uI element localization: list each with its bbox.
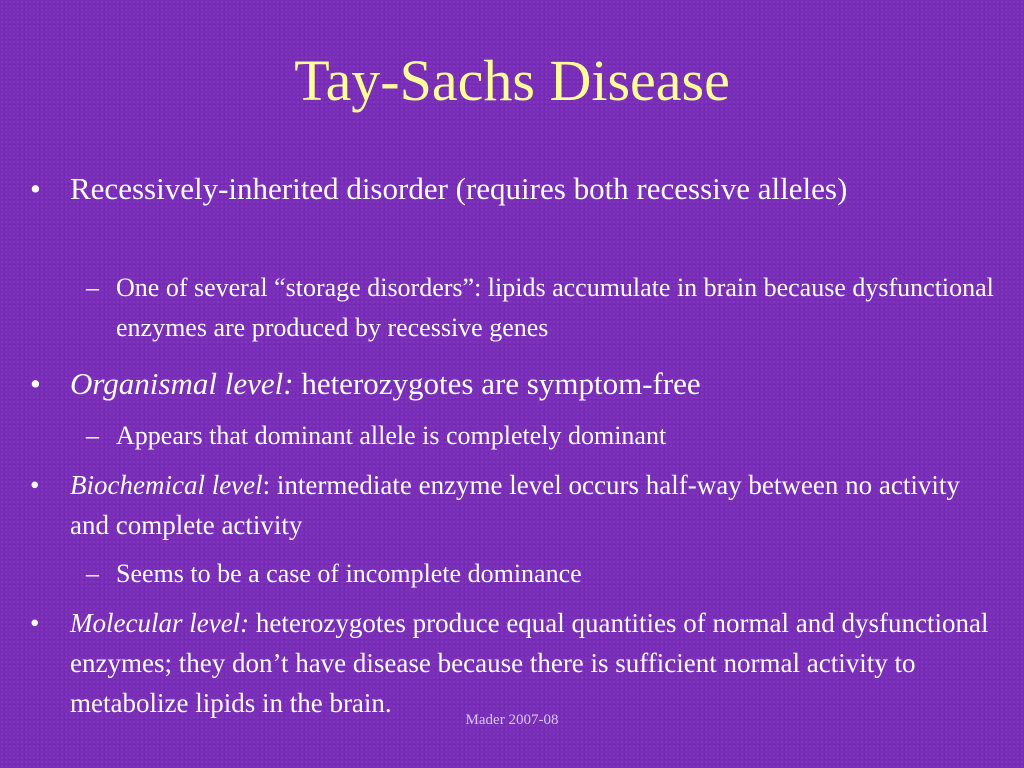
sub-bullet-text: Appears that dominant allele is completely dominant [116,421,667,450]
biochemical-label: Biochemical level [70,470,263,500]
organismal-label: Organismal level: [70,366,294,401]
biochemical-text: : intermediate enzyme level occurs half-way between no activity and complete activity [70,470,960,540]
slide-footer: Mader 2007-08 [465,712,559,728]
bullet-marker: • [30,608,40,638]
dash-marker: – [86,559,99,588]
bullet-text: Recessively-inherited disorder (requires both recessive alleles) [70,171,848,206]
bullet-marker: • [30,366,41,401]
sub-bullet-text: Seems to be a case of incomplete dominance [116,559,582,588]
bullet-marker: • [30,470,40,500]
dash-marker: – [86,421,99,450]
bullet-text [70,363,1000,405]
bullet-text [70,603,1000,723]
molecular-label: Molecular level: [70,608,250,638]
molecular-text: heterozygotes produce equal quantities of normal and dysfunctional enzymes; they don’t have disease because there is sufficient normal activity to metabolize lipids in the brain. [70,608,989,718]
bullet-text [70,465,1000,545]
sub-bullet-text: One of several “storage disorders”: lipids accumulate in brain because dysfunctional enzymes are produced by recessive genes [116,273,994,342]
organismal-text: heterozygotes are symptom-free [293,366,701,401]
slide-title: Tay-Sachs Disease [294,48,730,113]
bullet-marker: • [30,171,41,206]
dash-marker: – [86,273,99,302]
